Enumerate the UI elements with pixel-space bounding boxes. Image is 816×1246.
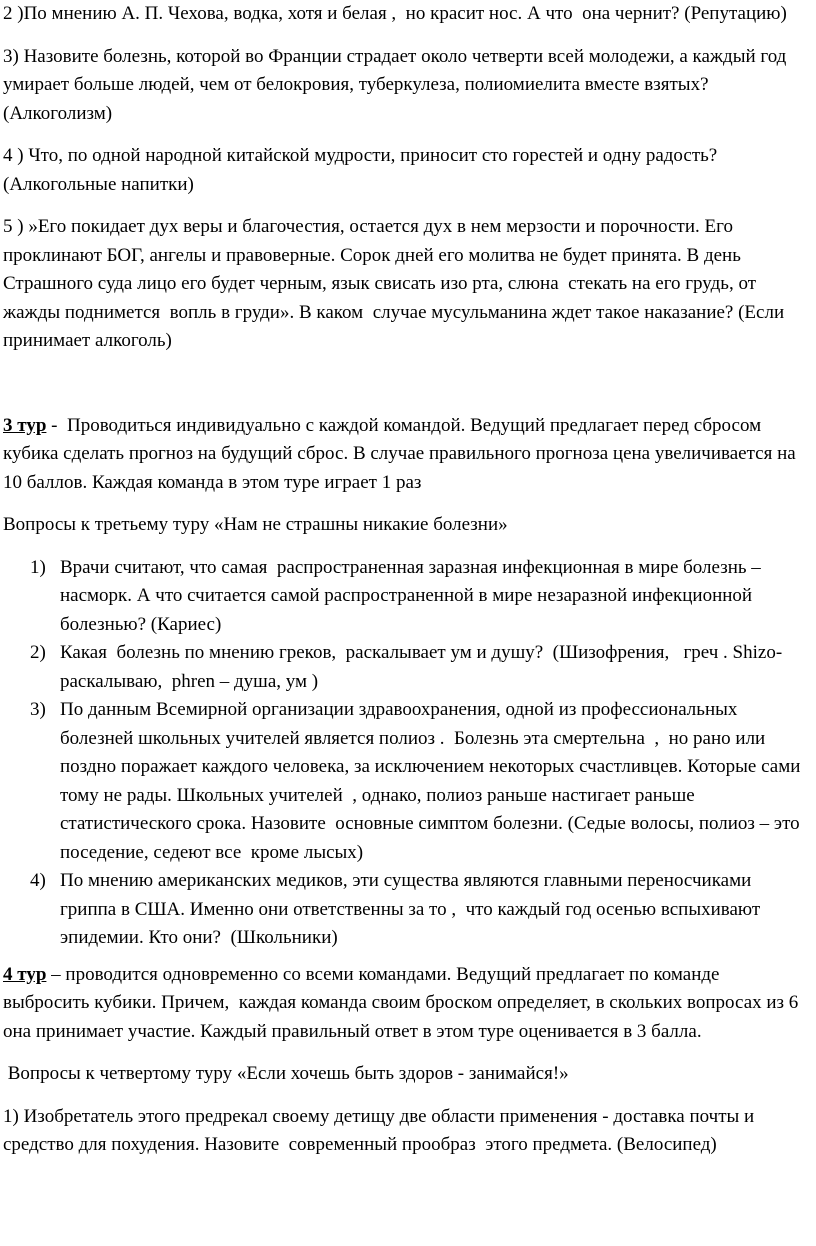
tour3-text: - Проводиться индивидуально с каждой командой. Ведущий предлагает перед сбросом кубика сделать прогноз на будущий сброс. В случае правильного прогноза цена увеличивается на 10 баллов. Каждая команда в этом туре играет 1 раз xyxy=(3,414,801,493)
question-3: 3) Назовите болезнь, которой во Франции страдает около четверти всей молодежи, а каждый год умирает больше людей, чем от белокровия, туберкулеза, полиомиелита вместе взятых? (Алкоголизм) xyxy=(3,45,792,124)
question-2: 2 )По мнению А. П. Чехова, водка, хотя и белая , но красит нос. А что она чернит? (Репутацию) xyxy=(3,3,787,24)
question-4: 4 ) Что, по одной народной китайской мудрости, приносит сто горестей и одну радость? (Алкогольные напитки) xyxy=(3,145,722,195)
list-item-text: По мнению американских медиков, эти существа являются главными переносчиками гриппа в США. Именно они ответственны за то , что каждый год осенью вспыхивают эпидемии. Кто они? (Школьники) xyxy=(60,870,765,948)
tour4-heading: Вопросы к четвертому туру «Если хочешь быть здоров - занимайся!» xyxy=(3,1063,569,1084)
list-item-number: 2) xyxy=(30,642,46,663)
tour4-description xyxy=(3,961,810,1047)
list-item xyxy=(3,696,810,867)
list-item-number: 1) xyxy=(30,556,46,578)
list-item xyxy=(3,639,810,696)
list-item-text: Какая болезнь по мнению греков, раскалывает ум и душу? (Шизофрения, греч . Shizo- раскалываю, phren – душа, ум ) xyxy=(60,642,787,692)
question-5: 5 ) »Его покидает дух веры и благочестия, остается дух в нем мерзости и порочности. Его проклинают БОГ, ангелы и правоверные. Сорок дней его молитва не будет принята. В день Страшного суда лицо его будет черным, язык свисать изо рта, слюна стекать на его грудь, от жажды поднимется вопль в груди». В каком случае мусульманина ждет такое наказание? (Если принимает алкоголь) xyxy=(3,216,789,351)
list-item-text: Врачи считают, что самая распространенная заразная инфекционная в мире болезнь – насморк. А что считается самой распространенной в мире незаразной инфекционной болезнью? (Кариес) xyxy=(60,556,766,635)
tour3-label: 3 тур xyxy=(3,414,47,436)
list-item xyxy=(3,554,810,640)
list-item-text: По данным Всемирной организации здравоохранения, одной из профессиональных болезней школьных учителей является полиоз . Болезнь эта смертельна , но рано или поздно поражает каждого человека, за исключением некоторых счастливцев. Которые сами тому не рады. Школьных учителей , однако, полиоз раньше настигает раньше статистического срока. Назовите основные симптом болезни. (Седые волосы, полиоз – это поседение, седеют все кроме лысых) xyxy=(60,699,806,863)
list-item-number: 3) xyxy=(30,699,46,720)
tour4-label: 4 тур xyxy=(3,963,47,985)
tour3-question-list xyxy=(3,554,810,953)
tour3-description xyxy=(3,412,810,498)
section-spacer xyxy=(3,370,810,412)
tour3-heading: Вопросы к третьему туру «Нам не страшны никакие болезни» xyxy=(3,514,508,535)
tour4-question-1: 1) Изобретатель этого предрекал своему детищу две области применения - доставка почты и средство для похудения. Назовите современный прообраз этого предмета. (Велосипед) xyxy=(3,1105,759,1155)
tour4-text: – проводится одновременно со всеми командами. Ведущий предлагает по команде выбросить кубики. Причем, каждая команда своим броском определяет, в скольких вопросах из 6 она принимает участие. Каждый правильный ответ в этом туре оценивается в 3 балла. xyxy=(3,963,804,1042)
list-item xyxy=(3,867,810,953)
list-item-number: 4) xyxy=(30,870,46,891)
